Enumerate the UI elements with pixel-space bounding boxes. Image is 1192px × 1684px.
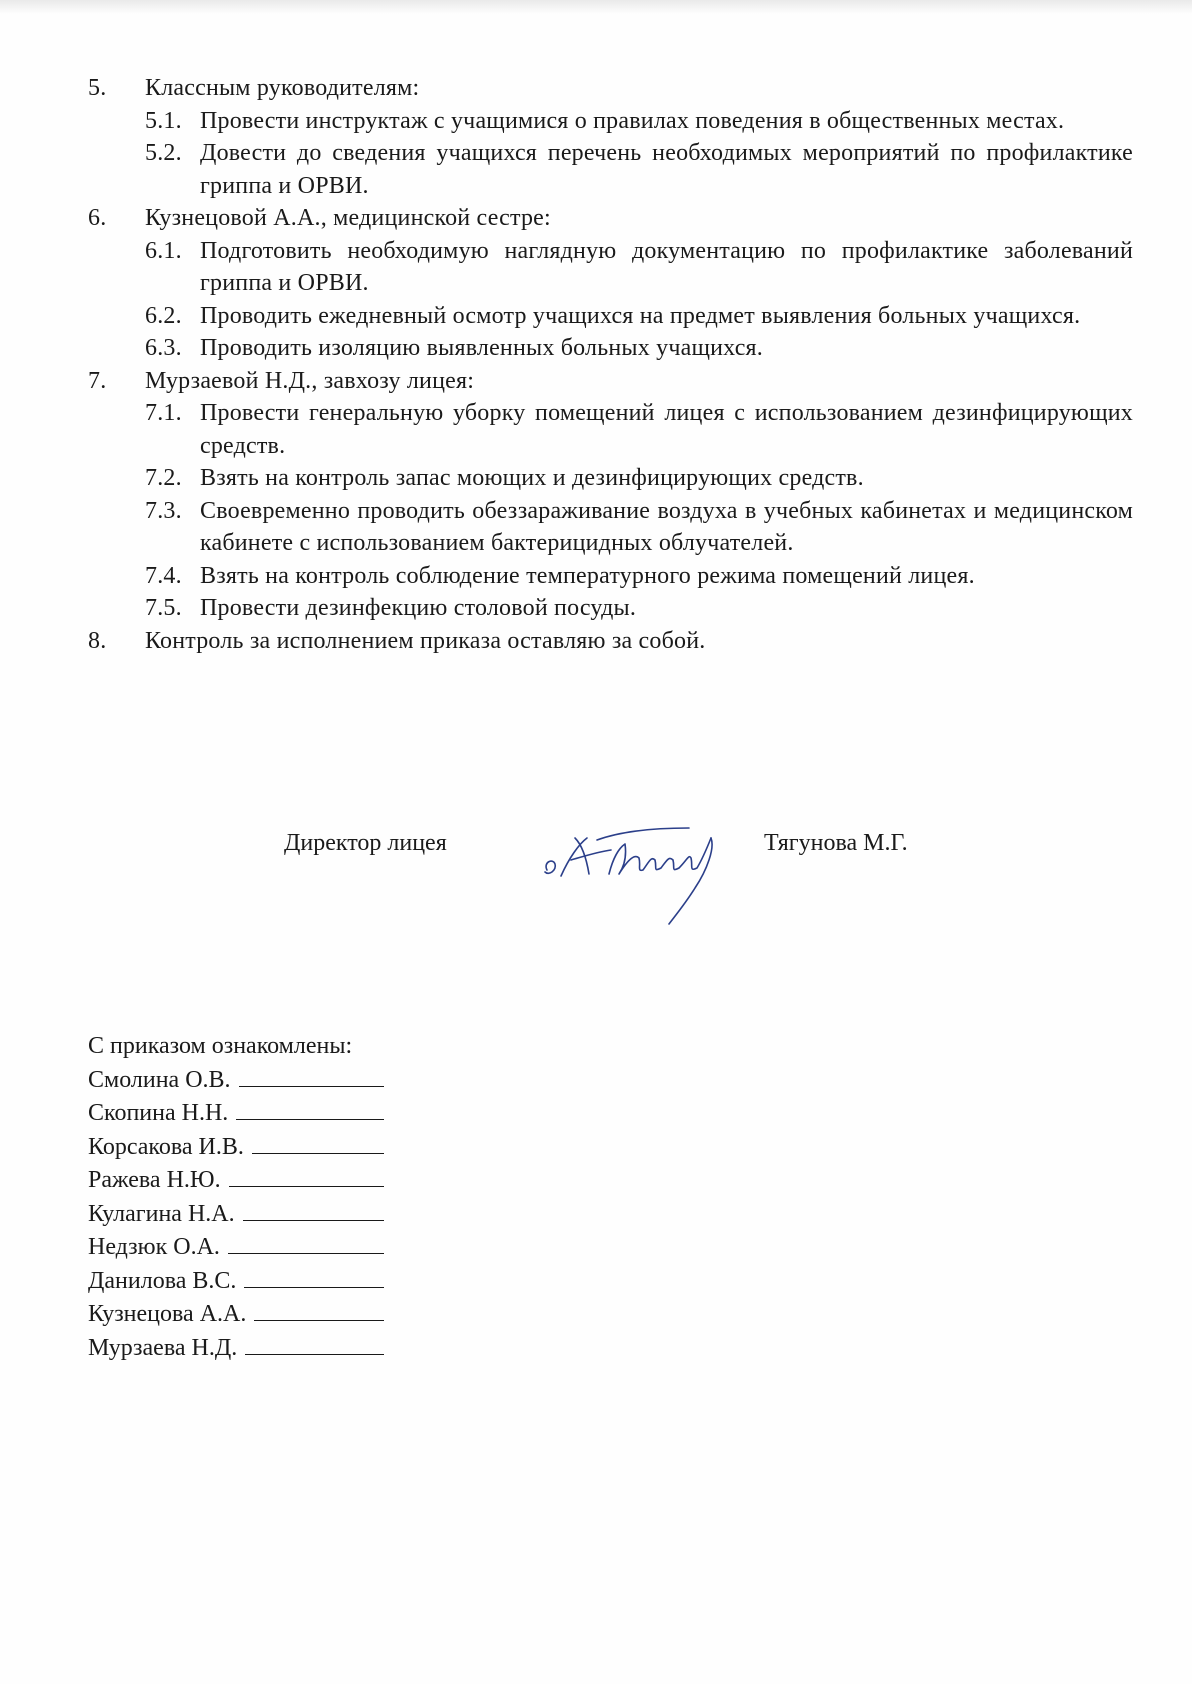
signature-line (236, 1097, 384, 1120)
acknowledgement-row (88, 1131, 384, 1165)
acknowledgement-row (88, 1097, 384, 1131)
order-subitem (145, 592, 1133, 625)
order-subitem-number: 7.3. (145, 497, 182, 524)
order-subitem-number: 6.1. (145, 237, 182, 264)
signature-line (229, 1164, 384, 1187)
order-subitem-text: Взять на контроль соблюдение температурного режима помещений лицея. (200, 562, 975, 589)
order-subitem (145, 300, 1133, 333)
order-subitem (145, 397, 1133, 462)
acknowledgement-heading: С приказом ознакомлены: (88, 1033, 353, 1059)
director-signature-block (284, 830, 984, 930)
order-item-number: 8. (88, 627, 107, 654)
signature-line (239, 1064, 384, 1087)
order-subitem-number: 7.1. (145, 400, 182, 426)
acknowledgement-name: Смолина О.В. (88, 1066, 231, 1093)
order-subitem (145, 560, 1133, 593)
order-subitem (145, 495, 1133, 560)
order-subitem (145, 137, 1133, 202)
acknowledgement-list (88, 1064, 384, 1366)
order-subitem-number: 7.5. (145, 595, 182, 621)
order-subitem-text: Довести до сведения учащихся перечень необходимых мероприятий по профилактике гриппа и ОРВИ. (200, 140, 1133, 199)
director-name: Тягунова М.Г. (764, 830, 908, 856)
order-subitem-text: Проводить изоляцию выявленных больных учащихся. (200, 335, 763, 361)
acknowledgement-row (88, 1164, 384, 1198)
order-subitem-number: 5.2. (145, 140, 182, 166)
order-subitem-text: Проводить ежедневный осмотр учащихся на предмет выявления больных учащихся. (200, 302, 1081, 329)
acknowledgement-name: Скопина Н.Н. (88, 1100, 229, 1126)
order-subitem-number: 7.2. (145, 465, 182, 491)
order-item-number: 7. (88, 367, 107, 394)
order-subitem (145, 235, 1133, 300)
order-subitem (145, 332, 1133, 365)
order-subitem-text: Провести дезинфекцию столовой посуды. (200, 595, 637, 621)
order-subitem-number: 6.3. (145, 335, 182, 361)
signature-line (244, 1265, 384, 1288)
order-subitem (145, 462, 1133, 495)
handwritten-signature (539, 818, 749, 928)
acknowledgement-name: Недзюк О.А. (88, 1234, 220, 1260)
order-subitem-number: 5.1. (145, 107, 182, 134)
acknowledgement-name: Мурзаева Н.Д. (88, 1334, 238, 1361)
scan-edge-shadow (0, 0, 1192, 14)
acknowledgement-name: Ражева Н.Ю. (88, 1167, 221, 1193)
director-title: Директор лицея (284, 830, 447, 856)
order-item (88, 72, 1133, 105)
acknowledgement-name: Корсакова И.В. (88, 1133, 244, 1160)
acknowledgement-row (88, 1298, 384, 1332)
acknowledgement-row (88, 1231, 384, 1265)
order-subitem-text: Провести инструктаж с учащимися о правилах поведения в общественных местах. (200, 107, 1065, 134)
order-items-list (88, 72, 1133, 657)
acknowledgement-row (88, 1265, 384, 1299)
order-item (88, 625, 1133, 658)
order-subitem-number: 7.4. (145, 562, 182, 589)
acknowledgement-block (88, 1030, 384, 1365)
order-subitem-number: 6.2. (145, 302, 182, 329)
order-item-text: Мурзаевой Н.Д., завхозу лицея: (145, 367, 475, 394)
order-subitem-text: Своевременно проводить обеззараживание воздуха в учебных кабинетах и медицинском кабинете с использованием бактерицидных облучателей. (200, 497, 1133, 556)
order-item-number: 5. (88, 75, 107, 101)
order-item-text: Кузнецовой А.А., медицинской сестре: (145, 205, 551, 231)
order-item (88, 202, 1133, 235)
acknowledgement-row (88, 1332, 384, 1366)
acknowledgement-name: Кулагина Н.А. (88, 1200, 235, 1227)
order-subitem (145, 105, 1133, 138)
signature-line (228, 1231, 384, 1254)
order-subitem-text: Взять на контроль запас моющих и дезинфицирующих средств. (200, 465, 864, 491)
acknowledgement-row (88, 1064, 384, 1098)
order-item-text: Контроль за исполнением приказа оставляю за собой. (145, 627, 706, 654)
acknowledgement-name: Кузнецова А.А. (88, 1301, 247, 1327)
acknowledgement-row (88, 1198, 384, 1232)
signature-line (254, 1298, 384, 1321)
order-item (88, 365, 1133, 398)
acknowledgement-name: Данилова В.С. (88, 1267, 237, 1294)
order-subitem-text: Провести генеральную уборку помещений лицея с использованием дезинфицирующих средств. (200, 400, 1133, 459)
signature-line (252, 1131, 384, 1154)
order-item-text: Классным руководителям: (145, 75, 420, 101)
signature-line (243, 1198, 384, 1221)
order-item-number: 6. (88, 205, 107, 231)
order-subitem-text: Подготовить необходимую наглядную документацию по профилактике заболеваний гриппа и ОРВИ. (200, 237, 1133, 296)
signature-line (245, 1332, 384, 1355)
